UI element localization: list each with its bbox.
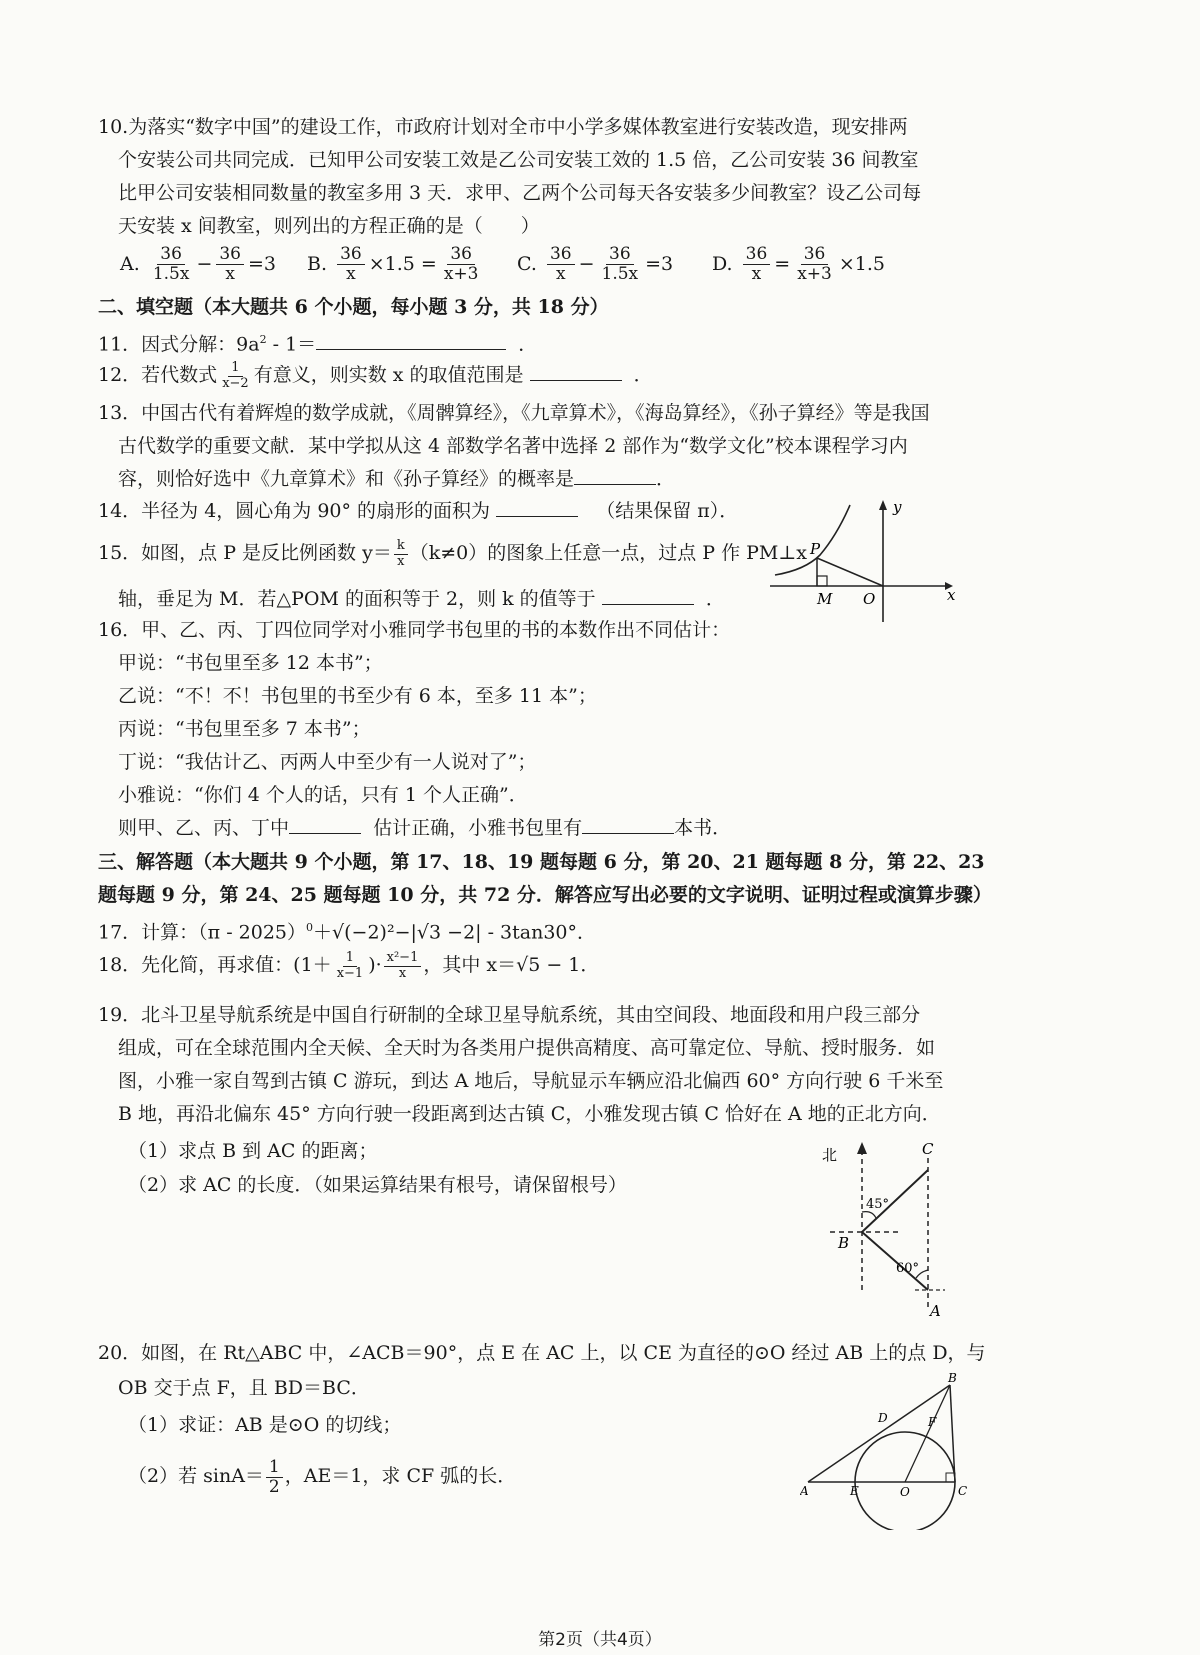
label-f: F	[928, 1415, 937, 1429]
label-o: O	[863, 590, 876, 608]
label-m: M	[817, 590, 833, 608]
q11: 11．因式分解：$9a^2 - 1=$ ．	[98, 333, 538, 356]
label-45: 45°	[866, 1197, 890, 1212]
right-angle-mark	[817, 576, 827, 586]
q20-line2: OB 交于点 F，且 BD＝BC．	[118, 1377, 370, 1399]
q15-line2: 轴，垂足为 M．若△POM 的面积等于 2，则 k 的值等于 ．	[118, 588, 725, 610]
label-e: E	[850, 1484, 859, 1498]
q10-line1: 10.为落实“数字中国”的建设工作，市政府计划对全市中小学多媒体教室进行安装改造，现安排两	[98, 116, 908, 138]
q15-answer-blank[interactable]	[602, 586, 694, 605]
q15-figure	[765, 490, 960, 630]
label-a: A	[930, 1302, 941, 1320]
label-d: D	[878, 1411, 888, 1425]
label-c: C	[958, 1484, 968, 1498]
q19-line1: 19．北斗卫星导航系统是中国自行研制的全球卫星导航系统，其由空间段、地面段和用户段三部分	[98, 1004, 921, 1026]
q13-answer-blank[interactable]	[574, 466, 656, 485]
q16-line4: 丙说：“书包里至多 7 本书”；	[118, 718, 371, 740]
y-axis-arrow	[879, 500, 887, 510]
q12-answer-blank[interactable]	[530, 362, 622, 381]
q10-option-d: D. $\frac{36}{x}$ = $\frac{36}{x+3}$ ×1.5	[712, 244, 886, 284]
q10-option-c: C. $\frac{36}{x}$ − $\frac{36}{1.5x}$ =3	[517, 244, 674, 284]
q17: 17．计算：（π - 2025）$^0$＋√(−2)²−|√3 −2| - 3tan30°．	[98, 921, 597, 944]
q16-line2: 甲说：“书包里至多 12 本书”；	[118, 652, 383, 674]
q16-line1: 16．甲、乙、丙、丁四位同学对小雅同学书包里的书的本数作出不同估计：	[98, 619, 731, 641]
label-b: B	[948, 1371, 957, 1385]
q19-figure	[820, 1140, 960, 1320]
label-north: 北	[822, 1146, 838, 1164]
q14-answer-blank[interactable]	[496, 498, 578, 517]
q13-line3: 容，则恰好选中《九章算术》和《孙子算经》的概率是 ．	[118, 468, 676, 490]
label-x: x	[947, 586, 956, 604]
q10-option-b: B. $\frac{36}{x}$ ×1.5 = $\frac{36}{x+3}$	[307, 244, 479, 284]
label-o: O	[900, 1485, 910, 1499]
q16-line6: 小雅说：“你们 4 个人的话，只有 1 个人正确”．	[118, 784, 528, 806]
label-c: C	[922, 1140, 934, 1158]
q16-blank-who[interactable]	[289, 815, 361, 834]
section-3-heading-line1: 三、解答题（本大题共 9 个小题，第 17、18、19 题每题 6 分，第 20、21 题每题 8 分，第 22、23	[98, 851, 985, 873]
label-60: 60°	[896, 1261, 920, 1276]
label-a: A	[800, 1484, 809, 1498]
q15-line1: 15．如图，点 P 是反比例函数 y＝ $\frac{k}{x}$ （k≠0）的图象上任意一点，过点 P 作 PM⊥x	[98, 538, 807, 569]
q19-sub1: （1）求点 B 到 AC 的距离；	[128, 1140, 378, 1162]
page-footer: 第2页（共4页）	[538, 1630, 662, 1650]
q16-line7: 则甲、乙、丙、丁中 估计正确，小雅书包里有 本书．	[118, 817, 732, 839]
q19-line2: 组成，可在全球范围内全天候、全天时为各类用户提供高精度、高可靠定位、导航、授时服务．如	[118, 1037, 936, 1059]
label-y: y	[893, 498, 902, 516]
section-3-heading-line2: 题每题 9 分，第 24、25 题每题 10 分，共 72 分．解答应写出必要的文字说明、证明过程或演算步骤）	[98, 884, 992, 906]
q13-line2: 古代数学的重要文献．某中学拟从这 4 部数学名著中选择 2 部作为“数学文化”校本课程学习内	[118, 435, 908, 457]
q11-answer-blank[interactable]	[316, 331, 506, 350]
q20-figure	[800, 1370, 995, 1530]
q13-line1: 13．中国古代有着辉煌的数学成就，《周髀算经》，《九章算术》，《海岛算经》，《孙子算经》等是我国	[98, 402, 930, 424]
q10-line4: 天安装 x 间教室，则列出的方程正确的是（ ）	[118, 215, 540, 237]
q16-line3: 乙说：“不！不！书包里的书至少有 6 本，至多 11 本”；	[118, 685, 597, 707]
q19-sub2: （2）求 AC 的长度．（如果运算结果有根号，请保留根号）	[128, 1174, 627, 1196]
q20-sub1: （1）求证：AB 是⊙O 的切线；	[128, 1414, 402, 1436]
label-p: P	[810, 540, 821, 558]
q10-line2: 个安装公司共同完成．已知甲公司安装工效是乙公司安装工效的 1.5 倍，乙公司安装 36 间教室	[118, 149, 919, 171]
q19-line4: B 地，再沿北偏东 45° 方向行驶一段距离到达古镇 C，小雅发现古镇 C 恰好在 A 地的正北方向．	[118, 1103, 941, 1125]
q10-line3: 比甲公司安装相同数量的教室多用 3 天．求甲、乙两个公司每天各安装多少间教室？设乙公司每	[118, 182, 922, 204]
label-b: B	[838, 1234, 850, 1252]
q18: 18．先化简，再求值：(1＋ $\frac{1}{x-1}$ )· $\frac{\text{x²−1}}{x}$ ，其中 x＝√5 − 1．	[98, 950, 600, 981]
q12: 12．若代数式 $\frac{1}{x-2}$ 有意义，则实数 x 的取值范围是 ．	[98, 360, 653, 391]
q10-option-a: A. $\frac{36}{1.5x}$ − $\frac{36}{x}$ =3	[120, 244, 277, 284]
angle-45-arc	[862, 1212, 876, 1218]
segment-ab	[808, 1385, 950, 1482]
q16-line5: 丁说：“我估计乙、丙两人中至少有一人说对了”；	[118, 751, 537, 773]
q19-line3: 图，小雅一家自驾到古镇 C 游玩，到达 A 地后，导航显示车辆应沿北偏西 60° 方向行驶 6 千米至	[118, 1070, 944, 1092]
q20-sub2: （2）若 sinA＝ $\frac{1}{2}$ ，AE＝1，求 CF 弧的长．	[128, 1457, 517, 1497]
q14: 14．半径为 4，圆心角为 90° 的扇形的面积为 （结果保留 π）．	[98, 500, 739, 522]
q20-line1: 20．如图，在 Rt△ABC 中，∠ACB＝90°，点 E 在 AC 上，以 CE 为直径的⊙O 经过 AB 上的点 D，与	[98, 1342, 986, 1364]
q16-blank-count[interactable]	[582, 815, 674, 834]
north-arrow	[857, 1142, 867, 1154]
section-2-heading: 二、填空题（本大题共 6 个小题，每小题 3 分，共 18 分）	[98, 296, 609, 318]
